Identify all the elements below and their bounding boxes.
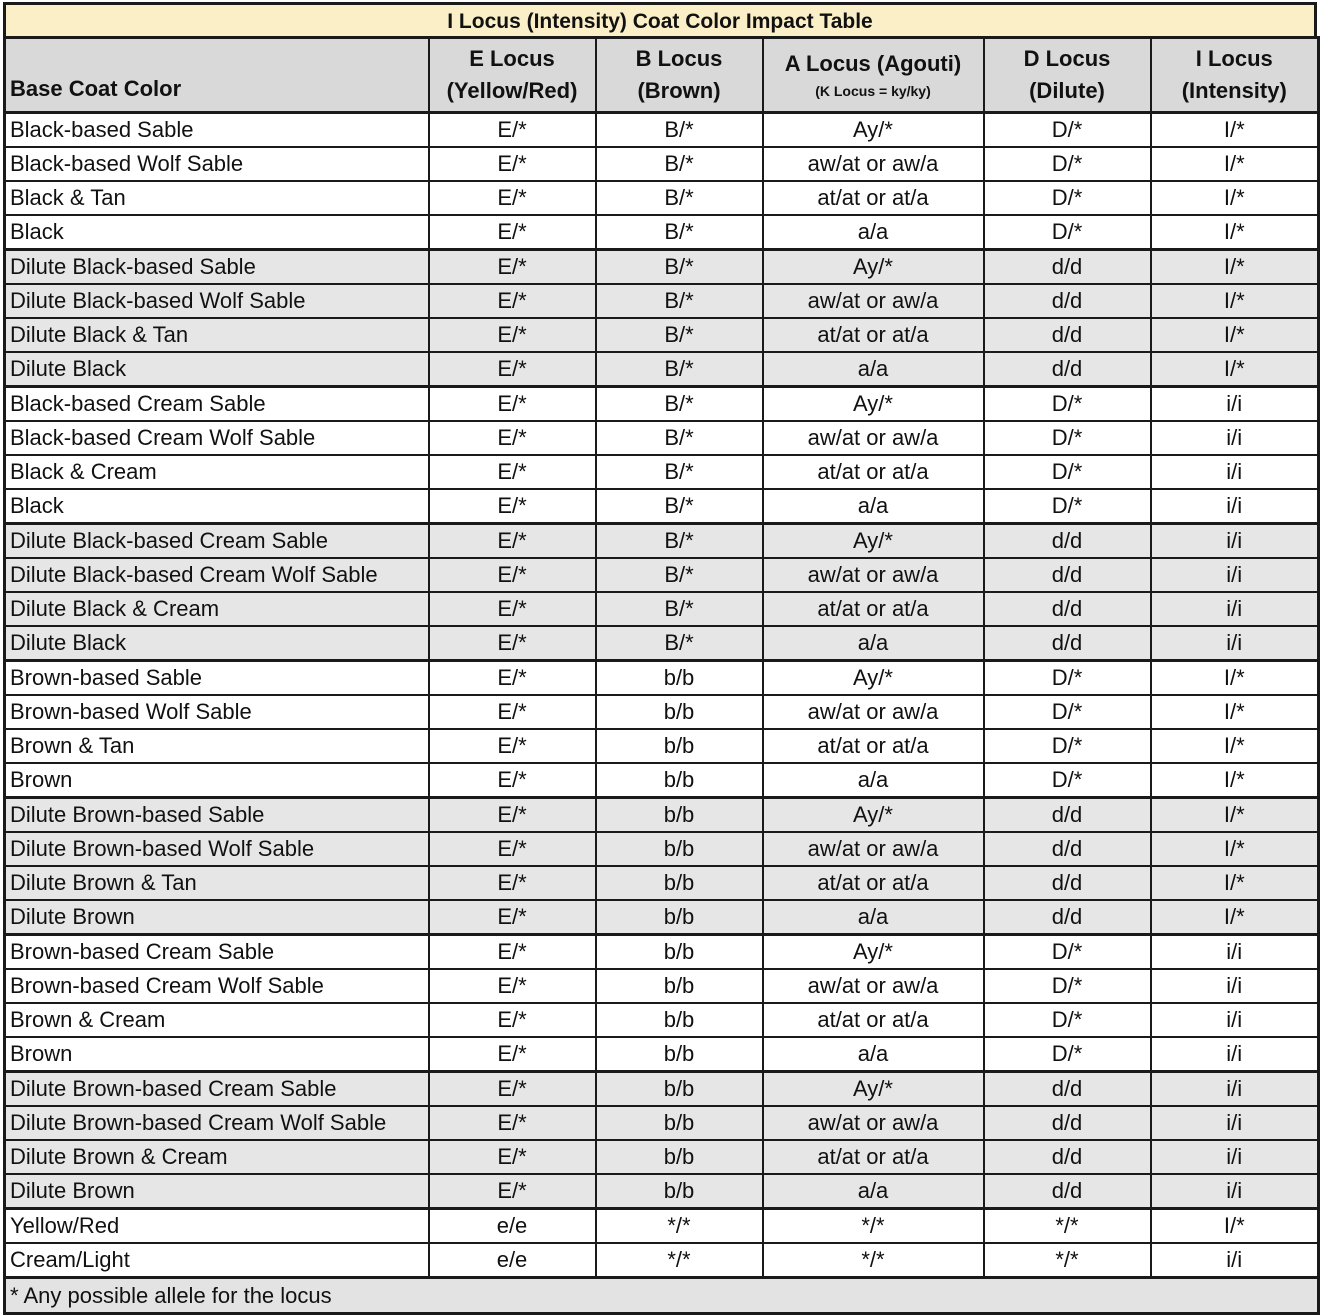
table-row	[5, 935, 1319, 970]
header-d-locus	[984, 38, 1151, 113]
i-locus-cell: i/i	[1151, 558, 1319, 592]
b-locus-cell: B/*	[596, 215, 763, 250]
table-row	[5, 900, 1319, 935]
base-coat-cell: Dilute Brown	[5, 1174, 429, 1209]
table-row	[5, 250, 1319, 285]
b-locus-cell: B/*	[596, 455, 763, 489]
base-coat-cell: Dilute Brown-based Sable	[5, 798, 429, 833]
b-locus-cell: b/b	[596, 1072, 763, 1107]
table-row	[5, 1174, 1319, 1209]
header-b-title: B Locus	[635, 46, 723, 71]
a-locus-cell: at/at or at/a	[763, 1003, 984, 1037]
base-coat-cell: Brown	[5, 1037, 429, 1072]
e-locus-cell: E/*	[429, 215, 596, 250]
table-body	[5, 113, 1319, 1278]
i-locus-cell: I/*	[1151, 900, 1319, 935]
a-locus-cell: Ay/*	[763, 250, 984, 285]
table-row	[5, 798, 1319, 833]
base-coat-cell: Brown-based Wolf Sable	[5, 695, 429, 729]
e-locus-cell: E/*	[429, 181, 596, 215]
base-coat-cell: Black-based Cream Wolf Sable	[5, 421, 429, 455]
d-locus-cell: D/*	[984, 455, 1151, 489]
base-coat-cell: Black-based Cream Sable	[5, 387, 429, 422]
d-locus-cell: d/d	[984, 1106, 1151, 1140]
e-locus-cell: E/*	[429, 387, 596, 422]
e-locus-cell: E/*	[429, 763, 596, 798]
i-locus-cell: I/*	[1151, 695, 1319, 729]
base-coat-cell: Black-based Wolf Sable	[5, 147, 429, 181]
i-locus-cell: I/*	[1151, 113, 1319, 148]
e-locus-cell: E/*	[429, 352, 596, 387]
header-i-locus	[1151, 38, 1319, 113]
i-locus-cell: I/*	[1151, 215, 1319, 250]
b-locus-cell: B/*	[596, 558, 763, 592]
d-locus-cell: D/*	[984, 1037, 1151, 1072]
d-locus-cell: D/*	[984, 421, 1151, 455]
table-row	[5, 1209, 1319, 1244]
d-locus-cell: d/d	[984, 900, 1151, 935]
header-i-title: I Locus	[1195, 46, 1273, 71]
table-row	[5, 592, 1319, 626]
a-locus-cell: Ay/*	[763, 524, 984, 559]
b-locus-cell: B/*	[596, 250, 763, 285]
a-locus-cell: aw/at or aw/a	[763, 695, 984, 729]
table-row	[5, 1140, 1319, 1174]
d-locus-cell: D/*	[984, 113, 1151, 148]
table-row	[5, 284, 1319, 318]
e-locus-cell: E/*	[429, 524, 596, 559]
a-locus-cell: Ay/*	[763, 1072, 984, 1107]
d-locus-cell: D/*	[984, 661, 1151, 696]
d-locus-cell: D/*	[984, 695, 1151, 729]
b-locus-cell: B/*	[596, 318, 763, 352]
b-locus-cell: B/*	[596, 352, 763, 387]
d-locus-cell: d/d	[984, 1140, 1151, 1174]
d-locus-cell: d/d	[984, 1174, 1151, 1209]
base-coat-cell: Black-based Sable	[5, 113, 429, 148]
e-locus-cell: E/*	[429, 318, 596, 352]
coat-color-table	[3, 36, 1320, 1315]
header-d-title: D Locus	[1023, 46, 1111, 71]
d-locus-cell: d/d	[984, 592, 1151, 626]
a-locus-cell: aw/at or aw/a	[763, 969, 984, 1003]
i-locus-cell: I/*	[1151, 1209, 1319, 1244]
a-locus-cell: Ay/*	[763, 935, 984, 970]
base-coat-cell: Brown-based Sable	[5, 661, 429, 696]
i-locus-cell: i/i	[1151, 592, 1319, 626]
e-locus-cell: E/*	[429, 489, 596, 524]
b-locus-cell: b/b	[596, 798, 763, 833]
i-locus-cell: I/*	[1151, 661, 1319, 696]
table-row	[5, 147, 1319, 181]
b-locus-cell: b/b	[596, 1140, 763, 1174]
table-row	[5, 318, 1319, 352]
table-row	[5, 866, 1319, 900]
header-e-title: E Locus	[469, 46, 555, 71]
a-locus-cell: aw/at or aw/a	[763, 421, 984, 455]
i-locus-cell: i/i	[1151, 1072, 1319, 1107]
i-locus-cell: i/i	[1151, 1003, 1319, 1037]
a-locus-cell: */*	[763, 1243, 984, 1278]
e-locus-cell: E/*	[429, 866, 596, 900]
base-coat-cell: Brown-based Cream Sable	[5, 935, 429, 970]
header-d-subtitle: (Dilute)	[1029, 78, 1105, 103]
table-row	[5, 1243, 1319, 1278]
d-locus-cell: D/*	[984, 147, 1151, 181]
b-locus-cell: B/*	[596, 489, 763, 524]
b-locus-cell: B/*	[596, 626, 763, 661]
e-locus-cell: E/*	[429, 969, 596, 1003]
a-locus-cell: aw/at or aw/a	[763, 284, 984, 318]
d-locus-cell: d/d	[984, 626, 1151, 661]
table-row	[5, 489, 1319, 524]
table-row	[5, 1106, 1319, 1140]
a-locus-cell: aw/at or aw/a	[763, 1106, 984, 1140]
d-locus-cell: d/d	[984, 352, 1151, 387]
base-coat-cell: Dilute Brown-based Wolf Sable	[5, 832, 429, 866]
table-row	[5, 695, 1319, 729]
e-locus-cell: E/*	[429, 284, 596, 318]
e-locus-cell: E/*	[429, 661, 596, 696]
a-locus-cell: aw/at or aw/a	[763, 832, 984, 866]
table-row	[5, 626, 1319, 661]
table-row	[5, 181, 1319, 215]
table-row	[5, 832, 1319, 866]
base-coat-cell: Dilute Brown & Tan	[5, 866, 429, 900]
d-locus-cell: D/*	[984, 1003, 1151, 1037]
base-coat-cell: Dilute Black-based Sable	[5, 250, 429, 285]
b-locus-cell: B/*	[596, 421, 763, 455]
d-locus-cell: d/d	[984, 558, 1151, 592]
d-locus-cell: d/d	[984, 1072, 1151, 1107]
table-row	[5, 524, 1319, 559]
d-locus-cell: d/d	[984, 798, 1151, 833]
i-locus-cell: I/*	[1151, 181, 1319, 215]
e-locus-cell: E/*	[429, 626, 596, 661]
e-locus-cell: E/*	[429, 695, 596, 729]
base-coat-cell: Brown	[5, 763, 429, 798]
i-locus-cell: I/*	[1151, 729, 1319, 763]
d-locus-cell: d/d	[984, 284, 1151, 318]
e-locus-cell: e/e	[429, 1209, 596, 1244]
i-locus-cell: I/*	[1151, 318, 1319, 352]
base-coat-cell: Dilute Black	[5, 626, 429, 661]
table-row	[5, 1003, 1319, 1037]
i-locus-cell: I/*	[1151, 798, 1319, 833]
a-locus-cell: at/at or at/a	[763, 866, 984, 900]
base-coat-cell: Dilute Black & Cream	[5, 592, 429, 626]
d-locus-cell: d/d	[984, 524, 1151, 559]
d-locus-cell: d/d	[984, 250, 1151, 285]
header-a-title: A Locus (Agouti)	[784, 51, 962, 76]
a-locus-cell: at/at or at/a	[763, 729, 984, 763]
e-locus-cell: E/*	[429, 1072, 596, 1107]
a-locus-cell: a/a	[763, 489, 984, 524]
b-locus-cell: B/*	[596, 592, 763, 626]
header-a-locus	[763, 38, 984, 113]
base-coat-cell: Black	[5, 215, 429, 250]
coat-color-table-sheet	[3, 2, 1317, 1315]
i-locus-cell: i/i	[1151, 455, 1319, 489]
b-locus-cell: b/b	[596, 969, 763, 1003]
e-locus-cell: E/*	[429, 455, 596, 489]
table-row	[5, 558, 1319, 592]
base-coat-cell: Dilute Black & Tan	[5, 318, 429, 352]
header-e-subtitle: (Yellow/Red)	[446, 78, 578, 103]
a-locus-cell: a/a	[763, 763, 984, 798]
base-coat-cell: Cream/Light	[5, 1243, 429, 1278]
b-locus-cell: B/*	[596, 147, 763, 181]
i-locus-cell: i/i	[1151, 489, 1319, 524]
base-coat-cell: Brown & Cream	[5, 1003, 429, 1037]
d-locus-cell: D/*	[984, 181, 1151, 215]
table-row	[5, 455, 1319, 489]
e-locus-cell: E/*	[429, 421, 596, 455]
footnote-row	[5, 1278, 1319, 1314]
b-locus-cell: b/b	[596, 1037, 763, 1072]
e-locus-cell: E/*	[429, 592, 596, 626]
a-locus-cell: at/at or at/a	[763, 592, 984, 626]
b-locus-cell: B/*	[596, 113, 763, 148]
base-coat-cell: Black	[5, 489, 429, 524]
b-locus-cell: b/b	[596, 866, 763, 900]
a-locus-cell: aw/at or aw/a	[763, 558, 984, 592]
b-locus-cell: b/b	[596, 1106, 763, 1140]
e-locus-cell: E/*	[429, 1037, 596, 1072]
b-locus-cell: b/b	[596, 729, 763, 763]
a-locus-cell: Ay/*	[763, 798, 984, 833]
header-i-subtitle: (Intensity)	[1181, 78, 1287, 103]
b-locus-cell: b/b	[596, 935, 763, 970]
i-locus-cell: i/i	[1151, 626, 1319, 661]
table-row	[5, 1037, 1319, 1072]
b-locus-cell: b/b	[596, 1174, 763, 1209]
table-row	[5, 352, 1319, 387]
header-b-subtitle: (Brown)	[637, 78, 721, 103]
base-coat-cell: Brown & Tan	[5, 729, 429, 763]
a-locus-cell: at/at or at/a	[763, 181, 984, 215]
base-coat-cell: Dilute Black	[5, 352, 429, 387]
b-locus-cell: B/*	[596, 181, 763, 215]
i-locus-cell: i/i	[1151, 421, 1319, 455]
e-locus-cell: E/*	[429, 935, 596, 970]
d-locus-cell: */*	[984, 1243, 1151, 1278]
d-locus-cell: D/*	[984, 763, 1151, 798]
d-locus-cell: d/d	[984, 318, 1151, 352]
base-coat-cell: Dilute Black-based Cream Sable	[5, 524, 429, 559]
i-locus-cell: i/i	[1151, 1106, 1319, 1140]
base-coat-cell: Black & Cream	[5, 455, 429, 489]
e-locus-cell: E/*	[429, 798, 596, 833]
i-locus-cell: i/i	[1151, 1037, 1319, 1072]
header-row	[5, 38, 1319, 113]
i-locus-cell: i/i	[1151, 1243, 1319, 1278]
i-locus-cell: I/*	[1151, 763, 1319, 798]
table-row	[5, 763, 1319, 798]
i-locus-cell: i/i	[1151, 935, 1319, 970]
i-locus-cell: i/i	[1151, 524, 1319, 559]
b-locus-cell: b/b	[596, 763, 763, 798]
b-locus-cell: B/*	[596, 387, 763, 422]
i-locus-cell: I/*	[1151, 352, 1319, 387]
base-coat-cell: Dilute Brown-based Cream Sable	[5, 1072, 429, 1107]
base-coat-cell: Dilute Brown	[5, 900, 429, 935]
a-locus-cell: a/a	[763, 900, 984, 935]
d-locus-cell: d/d	[984, 832, 1151, 866]
b-locus-cell: b/b	[596, 695, 763, 729]
i-locus-cell: I/*	[1151, 866, 1319, 900]
i-locus-cell: I/*	[1151, 284, 1319, 318]
a-locus-cell: */*	[763, 1209, 984, 1244]
i-locus-cell: i/i	[1151, 1174, 1319, 1209]
d-locus-cell: D/*	[984, 387, 1151, 422]
a-locus-cell: Ay/*	[763, 661, 984, 696]
base-coat-cell: Dilute Brown-based Cream Wolf Sable	[5, 1106, 429, 1140]
d-locus-cell: D/*	[984, 729, 1151, 763]
i-locus-cell: I/*	[1151, 832, 1319, 866]
b-locus-cell: B/*	[596, 284, 763, 318]
i-locus-cell: I/*	[1151, 147, 1319, 181]
a-locus-cell: at/at or at/a	[763, 1140, 984, 1174]
d-locus-cell: D/*	[984, 969, 1151, 1003]
b-locus-cell: */*	[596, 1209, 763, 1244]
e-locus-cell: E/*	[429, 1003, 596, 1037]
a-locus-cell: a/a	[763, 626, 984, 661]
a-locus-cell: a/a	[763, 1174, 984, 1209]
header-b-locus	[596, 38, 763, 113]
a-locus-cell: a/a	[763, 352, 984, 387]
e-locus-cell: E/*	[429, 1174, 596, 1209]
header-a-subtitle: (K Locus = ky/ky)	[815, 83, 931, 99]
d-locus-cell: d/d	[984, 866, 1151, 900]
header-base-coat: Base Coat Color	[5, 38, 429, 113]
a-locus-cell: aw/at or aw/a	[763, 147, 984, 181]
e-locus-cell: E/*	[429, 900, 596, 935]
header-e-locus	[429, 38, 596, 113]
a-locus-cell: a/a	[763, 215, 984, 250]
table-title: I Locus (Intensity) Coat Color Impact Table	[3, 2, 1317, 36]
base-coat-cell: Dilute Black-based Wolf Sable	[5, 284, 429, 318]
d-locus-cell: D/*	[984, 935, 1151, 970]
i-locus-cell: i/i	[1151, 1140, 1319, 1174]
e-locus-cell: E/*	[429, 250, 596, 285]
table-row	[5, 969, 1319, 1003]
footnote: * Any possible allele for the locus	[5, 1278, 1319, 1314]
a-locus-cell: at/at or at/a	[763, 455, 984, 489]
base-coat-cell: Black & Tan	[5, 181, 429, 215]
b-locus-cell: b/b	[596, 661, 763, 696]
e-locus-cell: E/*	[429, 147, 596, 181]
base-coat-cell: Brown-based Cream Wolf Sable	[5, 969, 429, 1003]
e-locus-cell: E/*	[429, 113, 596, 148]
table-row	[5, 729, 1319, 763]
a-locus-cell: Ay/*	[763, 113, 984, 148]
e-locus-cell: E/*	[429, 729, 596, 763]
a-locus-cell: a/a	[763, 1037, 984, 1072]
table-row	[5, 421, 1319, 455]
table-row	[5, 113, 1319, 148]
i-locus-cell: i/i	[1151, 969, 1319, 1003]
e-locus-cell: e/e	[429, 1243, 596, 1278]
b-locus-cell: b/b	[596, 900, 763, 935]
table-row	[5, 387, 1319, 422]
d-locus-cell: */*	[984, 1209, 1151, 1244]
b-locus-cell: b/b	[596, 832, 763, 866]
table-row	[5, 661, 1319, 696]
e-locus-cell: E/*	[429, 1106, 596, 1140]
table-row	[5, 215, 1319, 250]
a-locus-cell: at/at or at/a	[763, 318, 984, 352]
base-coat-cell: Dilute Black-based Cream Wolf Sable	[5, 558, 429, 592]
e-locus-cell: E/*	[429, 558, 596, 592]
a-locus-cell: Ay/*	[763, 387, 984, 422]
base-coat-cell: Dilute Brown & Cream	[5, 1140, 429, 1174]
e-locus-cell: E/*	[429, 832, 596, 866]
base-coat-cell: Yellow/Red	[5, 1209, 429, 1244]
b-locus-cell: B/*	[596, 524, 763, 559]
d-locus-cell: D/*	[984, 489, 1151, 524]
b-locus-cell: b/b	[596, 1003, 763, 1037]
b-locus-cell: */*	[596, 1243, 763, 1278]
i-locus-cell: i/i	[1151, 387, 1319, 422]
e-locus-cell: E/*	[429, 1140, 596, 1174]
i-locus-cell: I/*	[1151, 250, 1319, 285]
d-locus-cell: D/*	[984, 215, 1151, 250]
table-row	[5, 1072, 1319, 1107]
